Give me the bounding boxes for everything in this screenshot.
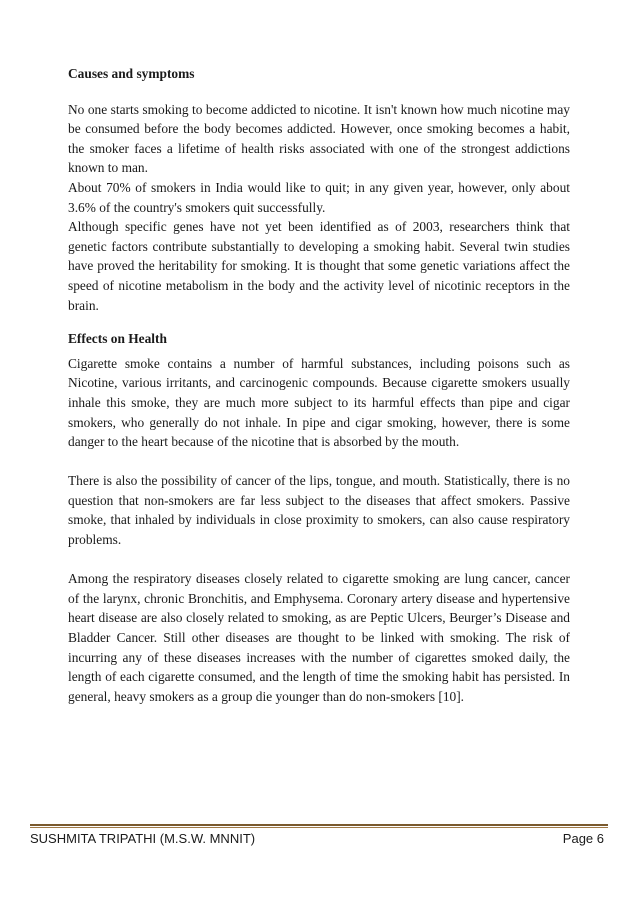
footer-author: SUSHMITA TRIPATHI (M.S.W. MNNIT) [30, 831, 256, 846]
page-content [68, 64, 570, 706]
paragraph: Among the respiratory diseases closely related to cigarette smoking are lung cancer, cancer of the larynx, chronic Bronchitis, and Emphysema. Coronary artery disease and hypertensive heart disease are also closely related to smoking, as are Peptic Ulcers, Beurger’s Disease and Bladder Cancer. Still other diseases are thought to be linked with smoking. The risk of incurring any of these diseases increases with the number of cigarettes smoked daily, the length of each cigarette consumed, and the length of time the smoking habit has persisted. In general, heavy smokers as a group die younger than do non-smokers [10]. [68, 571, 570, 704]
section-heading: Causes and symptoms [68, 66, 195, 81]
footer-divider [30, 824, 608, 826]
paragraph: About 70% of smokers in India would like to quit; in any given year, however, only about 3.6% of the country's smokers quit successfully. [68, 179, 570, 215]
paragraph: There is also the possibility of cancer of the lips, tongue, and mouth. Statistically, there is no question that non-smokers are far less subject to the diseases that affect smokers. Passive smoke, that inhaled by individuals in close proximity to smokers, can also cause respiratory problems. [68, 473, 570, 548]
section-effects-on-health [68, 329, 570, 706]
paragraph: No one starts smoking to become addicted to nicotine. It isn't known how much nicotine may be consumed before the body becomes addicted. However, once smoking becomes a habit, the smoker faces a lifetime of health risks associated with one of the strongest addictions known to man. [68, 101, 570, 176]
paragraph: Although specific genes have not yet been identified as of 2003, researchers think that genetic factors contribute substantially to developing a smoking habit. Several twin studies have proved the heritability for smoking. It is thought that some genetic variations affect the speed of nicotine metabolism in the body and the activity level of nicotinic receptors in the brain. [68, 219, 570, 313]
section-causes-and-symptoms [68, 64, 570, 315]
section-heading: Effects on Health [68, 331, 167, 347]
footer-divider-thin [30, 827, 608, 828]
paragraph: Cigarette smoke contains a number of harmful substances, including poisons such as Nicotine, various irritants, and carcinogenic compounds. Because cigarette smokers usually inhale this smoke, they are much more subject to its harmful effects than pipe and cigar smokers, who generally do not inhale. In pipe and cigar smoking, however, there is some danger to the heart because of the nicotine that is absorbed by the mouth. [68, 355, 570, 450]
page-number: Page 6 [562, 831, 604, 846]
